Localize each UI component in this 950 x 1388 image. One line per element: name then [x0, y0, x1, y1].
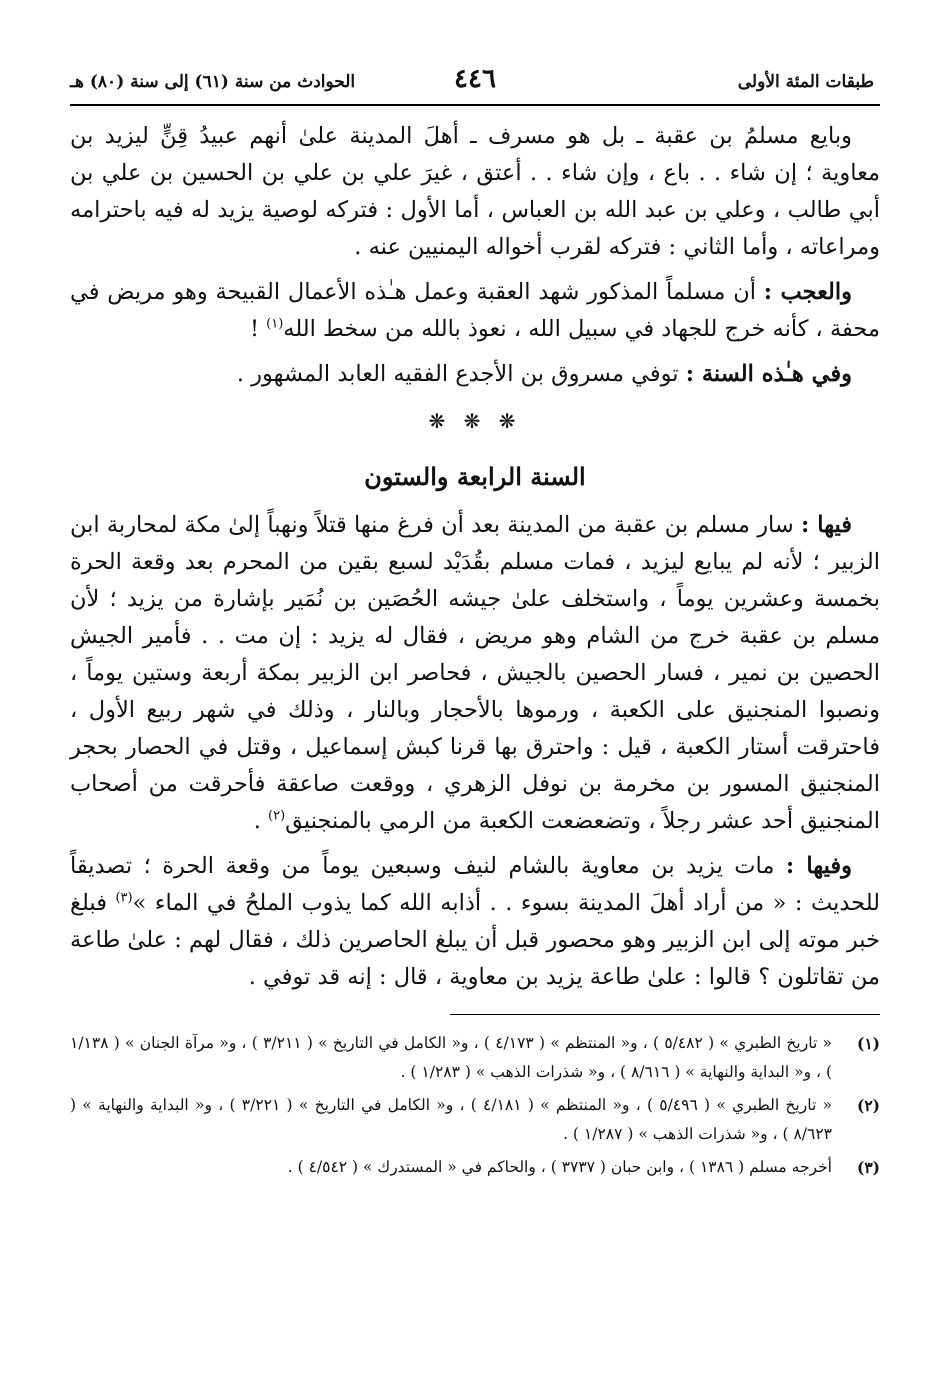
paragraph-tail: . [253, 808, 269, 834]
footnotes [70, 1029, 880, 1182]
footnote-text: « تاريخ الطبري » ( ٥/٤٨٢ ) ، و« المنتظم » ( ٤/١٧٣ ) ، و« الكامل في التاريخ » ( ٣/٢١١ ) ، و« مرآة الجنان » ( ١/١٣٨ ) ، و« البداية والنهاية » ( ٨/٦١٦ ) ، و« شذرات الذهب » ( ١/٢٨٣ ) . [70, 1034, 832, 1081]
book-title: طبقات المئة الأولى [737, 72, 874, 92]
paragraph-text: سار مسلم بن عقبة من المدينة بعد أن فرغ منها قتلاً ونهباً إلىٰ مكة لمحاربة ابن الزبير ؛ لأنه لم يبايع ليزيد ، فمات مسلم بقُدَيْد لسبع بقين من المحرم بعد وقعة الحرة بخمسة وعشرين يوماً ، واستخلف علىٰ جيشه الحُصَين بن نُمَير بإشارة من يزيد ؛ لأن مسلم بن عقبة خرج من الشام وهو مريض ، فقال له يزيد : إن مت . . فأمير الجيش الحصين بن نمير ، فسار الحصين بالجيش ، فحاصر ابن الزبير بمكة أربعة وستين يوماً ، ونصبوا المنجنيق على الكعبة ، ورموها بالأحجار وبالنار ، وذلك في شهر ربيع الأول ، فاحترقت أستار الكعبة ، قيل : واحترق بها قرنا كبش إسماعيل ، وقتل في الحصار بحجر المنجنيق المسور بن مخرمة بن نوفل الزهري ، ووقعت صاعقة فأحرقت من أصحاب المنجنيق أحد عشر رجلاً ، وتضعضعت الكعبة من الرمي بالمنجنيق [70, 512, 880, 834]
footnote-ref-1[interactable]: (١) [266, 316, 284, 332]
running-header [70, 58, 880, 98]
footnote-text: « تاريخ الطبري » ( ٥/٤٩٦ ) ، و« المنتظم » ( ٤/١٨١ ) ، و« الكامل في التاريخ » ( ٣/٢٢١ ) ، و« البداية والنهاية » ( ٨/٦٢٣ ) ، و« شذرات الذهب » ( ١/٢٨٧ ) . [70, 1096, 832, 1143]
page-number: ٤٤٦ [454, 64, 496, 94]
paragraph-text: توفي مسروق بن الأجدع الفقيه العابد المشهور . [236, 361, 686, 387]
paragraph-text: أن مسلماً المذكور شهد العقبة وعمل هـٰذه الأعمال القبيحة وهو مريض في محفة ، كأنه خرج للجهاد في سبيل الله ، نعوذ بالله من سخط الله [70, 279, 880, 342]
header-rule [70, 104, 880, 106]
section-title: السنة الرابعة والستون [364, 462, 586, 491]
paragraph-fiha-2 [70, 848, 880, 996]
paragraph-lead: وفي هـٰذه السنة : [685, 361, 852, 387]
paragraph-text: وبايع مسلمُ بن عقبة ـ بل هو مسرف ـ أهلَ المدينة علىٰ أنهم عبيدُ قِنٍّ ليزيد بن معاوية ؛ إن شاء . . باع ، وإن شاء . . أعتق ، غيرَ علي بن علي بن الحسين بن علي بن أبي طالب ، وعلي بن عبد الله بن العباس ، أما الأول : فتركه لوصية يزيد له فيه باحترامه ومراعاته ، وأما الثاني : فتركه لقرب أخواله اليمنيين عنه . [70, 123, 880, 260]
paragraph-this-year [70, 356, 880, 393]
footnote-item [70, 1029, 880, 1087]
paragraph-al-ajab [70, 274, 880, 348]
footnote-rule [450, 1014, 880, 1015]
paragraph-text: مات يزيد بن معاوية بالشام لنيف وسبعين يوماً من وقعة الحرة ؛ تصديقاً للحديث : « من أراد أهلَ المدينة بسوء . . أذابه الله كما يذوب الملحُ في الماء » [70, 853, 880, 916]
footnote-number: (٢) [856, 1096, 880, 1115]
chapter-title: الحوادث من سنة (٦١) إلى سنة (٨٠) هـ [70, 72, 356, 92]
footnote-number: (١) [856, 1034, 880, 1053]
main-text [70, 118, 880, 996]
paragraph-lead: وفيها : [785, 853, 852, 879]
footnote-text: أخرجه مسلم ( ١٣٨٦ ) ، وابن حبان ( ٣٧٣٧ ) ، والحاكم في « المستدرك » ( ٤/٥٤٢ ) . [287, 1158, 832, 1176]
footnote-item [70, 1091, 880, 1149]
paragraph-tail: فبلغ خبر موته إلى ابن الزبير وهو محصور قبل أن يبلغ الحاصرين ذلك ، فقال لهم : علىٰ طاعة من تقاتلون ؟ قالوا : علىٰ طاعة يزيد بن معاوية ، قال : إنه قد توفي . [70, 890, 880, 990]
paragraph-lead: فيها : [801, 512, 852, 538]
footnote-ref-3[interactable]: (٣) [115, 890, 133, 906]
footnote-item [70, 1153, 880, 1182]
footnote-number: (٣) [856, 1158, 880, 1177]
paragraph-bay-a [70, 118, 880, 266]
paragraph-fiha-1 [70, 507, 880, 840]
section-separator: ❋ ❋ ❋ [428, 409, 522, 433]
paragraph-lead: والعجب : [763, 279, 852, 305]
paragraph-tail: ! [249, 316, 267, 342]
footnote-ref-2[interactable]: (٢) [268, 808, 286, 824]
